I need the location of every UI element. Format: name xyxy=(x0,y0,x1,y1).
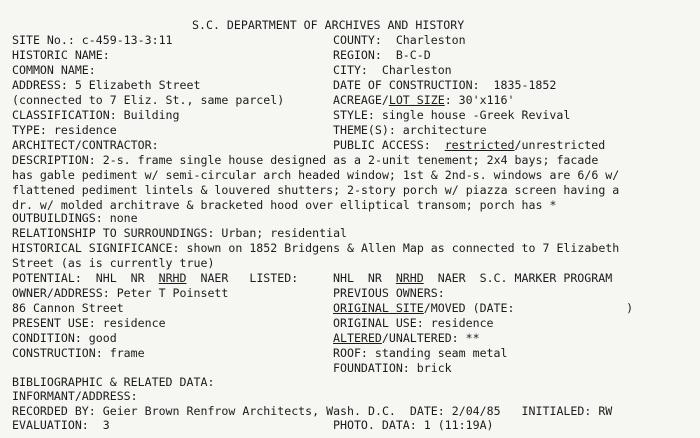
previous-owners: PREVIOUS OWNERS: xyxy=(333,286,445,300)
moved-label: /MOVED (DATE: ) xyxy=(423,301,634,315)
public-access xyxy=(333,139,605,152)
public-access-label: PUBLIC ACCESS: xyxy=(333,138,445,152)
acreage-label: ACREAGE/ xyxy=(333,93,389,107)
classification: CLASSIFICATION: Building xyxy=(12,108,180,122)
common-name: COMMON NAME: xyxy=(12,63,96,77)
listed xyxy=(333,272,612,285)
condition: CONDITION: good xyxy=(12,331,117,345)
listed-nrhd: NRHD xyxy=(395,271,424,285)
original-use: ORIGINAL USE: residence xyxy=(333,316,494,330)
address: ADDRESS: 5 Elizabeth Street xyxy=(12,78,201,92)
recorded-by: RECORDED BY: Geier Brown Renfrow Architects, Wash. D.C. DATE: 2/04/85 INITIALED: RW xyxy=(12,404,613,418)
restricted-option: restricted xyxy=(444,138,515,152)
address-note: (connected to 7 Eliz. St., same parcel) xyxy=(12,93,285,107)
potential-nrhd: NRHD xyxy=(158,271,187,285)
foundation: FOUNDATION: brick xyxy=(333,361,452,375)
informant-address: INFORMANT/ADDRESS: xyxy=(12,389,138,403)
present-use: PRESENT USE: residence xyxy=(12,316,166,330)
relationship: RELATIONSHIP TO SURROUNDINGS: Urban; residential xyxy=(12,226,348,240)
architect: ARCHITECT/CONTRACTOR: xyxy=(12,138,159,152)
outbuildings: OUTBUILDINGS: none xyxy=(12,211,138,225)
construction: CONSTRUCTION: frame xyxy=(12,346,145,360)
description-line: DESCRIPTION: 2-s. frame single house designed as a 2-unit tenement; 2x4 bays; facade xyxy=(12,153,599,167)
listed-pre: NHL NR xyxy=(333,271,396,285)
region: REGION: B-C-D xyxy=(333,48,431,62)
date-of-construction: DATE OF CONSTRUCTION: 1835-1852 xyxy=(333,78,557,92)
significance-line: HISTORICAL SIGNIFICANCE: shown on 1852 Bridgens & Allen Map as connected to 7 Elizabeth xyxy=(12,241,620,255)
potential-label: POTENTIAL: NHL NR xyxy=(12,271,159,285)
altered-label: ALTERED xyxy=(333,331,382,345)
altered xyxy=(333,332,480,345)
type: TYPE: residence xyxy=(12,123,117,137)
themes: THEME(S): architecture xyxy=(333,123,487,137)
lot-size-label: LOT SIZE xyxy=(388,93,445,107)
original-site xyxy=(333,302,633,315)
owner-address: OWNER/ADDRESS: Peter T Poinsett xyxy=(12,286,229,300)
evaluation: EVALUATION: 3 xyxy=(12,418,110,432)
acreage-value: : 30'x116' xyxy=(444,93,515,107)
unaltered-label: /UNALTERED: ** xyxy=(381,331,480,345)
roof: ROOF: standing seam metal xyxy=(333,346,508,360)
owner-street: 86 Cannon Street xyxy=(12,301,124,315)
form-header: S.C. DEPARTMENT OF ARCHIVES AND HISTORY xyxy=(192,18,465,32)
listed-post: NAER S.C. MARKER PROGRAM xyxy=(423,271,613,285)
site-number: SITE No.: c-459-13-3:11 xyxy=(12,33,173,47)
description-line: dr. w/ molded architrave & bracketed hood over elliptical transom; porch has * xyxy=(12,198,557,212)
description-line: has gable pediment w/ semi-circular arch headed window; 1st & 2nd-s. windows are 6/6 w/ xyxy=(12,168,620,182)
county: COUNTY: Charleston xyxy=(333,33,466,47)
original-site-label: ORIGINAL SITE xyxy=(333,301,424,315)
style: STYLE: single house -Greek Revival xyxy=(333,108,571,122)
photo-data: PHOTO. DATA: 1 (11:19A) xyxy=(333,418,494,432)
description-line: flattened pediment lintels & louvered shutters; 2-story porch w/ piazza screen having a xyxy=(12,183,620,197)
city: CITY: Charleston xyxy=(333,63,452,77)
acreage-lot-size xyxy=(333,94,515,107)
bibliographic-data: BIBLIOGRAPHIC & RELATED DATA: xyxy=(12,375,215,389)
historic-name: HISTORIC NAME: xyxy=(12,48,110,62)
potential-rest: NAER LISTED: xyxy=(186,271,299,285)
potential xyxy=(12,272,298,285)
significance-line: Street (as is currently true) xyxy=(12,256,215,270)
unrestricted-option: /unrestricted xyxy=(514,138,606,152)
